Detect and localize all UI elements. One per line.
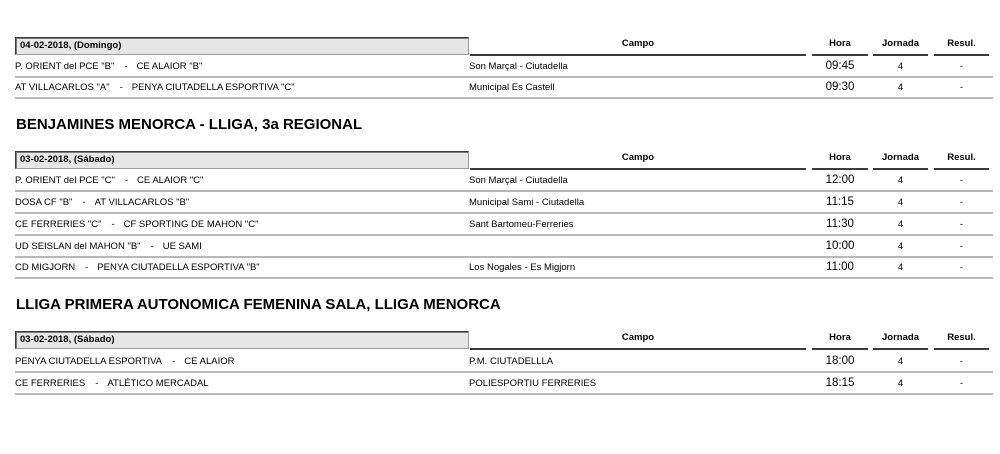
home-team: CE FERRERIES — [15, 378, 86, 389]
team-separator: - — [150, 241, 154, 252]
match-teams — [15, 57, 202, 76]
match-row — [15, 215, 993, 236]
date-label: 03-02-2018, (Sábado) — [15, 331, 469, 349]
match-time: 11:30 — [826, 218, 854, 230]
away-team: AT VILLACARLOS "B" — [94, 197, 190, 208]
match-teams — [15, 215, 258, 234]
match-venue: Municipal Es Castell — [469, 82, 555, 93]
match-result: - — [959, 82, 964, 93]
match-venue: P.M. CIUTADELLLA — [469, 356, 554, 367]
away-team: PENYA CIUTADELLA ESPORTIVA "C" — [131, 82, 295, 93]
away-team: CE ALAIOR "C" — [137, 175, 204, 186]
away-team: ATLÉTICO MERCADAL — [107, 378, 209, 389]
match-venue: Los Nogales - Es Migjorn — [469, 262, 576, 273]
match-row — [15, 237, 993, 258]
home-team: DOSA CF "B" — [15, 197, 73, 208]
date-header-row — [0, 331, 1000, 349]
match-teams — [15, 237, 202, 256]
match-result: - — [959, 356, 964, 367]
match-teams — [15, 258, 260, 277]
date-header-row — [0, 151, 1000, 169]
match-teams — [15, 352, 234, 371]
home-team: CD MIGJORN — [15, 262, 76, 273]
match-venue: Sant Bartomeu-Ferreries — [469, 219, 574, 230]
match-time: 10:00 — [825, 240, 855, 252]
team-separator: - — [172, 356, 176, 367]
column-header-jornada: Jornada — [873, 37, 928, 56]
match-teams — [15, 78, 295, 97]
match-time: 09:30 — [825, 81, 855, 93]
home-team: AT VILLACARLOS "A" — [15, 82, 110, 93]
match-row — [15, 193, 993, 214]
match-result: - — [959, 378, 964, 389]
away-team: CE ALAIOR — [184, 356, 235, 367]
match-teams — [15, 171, 203, 190]
home-team: P. ORIENT del PCE "B" — [15, 61, 115, 72]
team-separator: - — [119, 82, 123, 93]
match-row — [15, 78, 993, 99]
column-header-hora: Hora — [812, 331, 868, 350]
match-teams — [15, 374, 209, 393]
match-time: 11:00 — [826, 261, 854, 273]
match-round: 4 — [897, 378, 904, 389]
team-separator: - — [82, 197, 86, 208]
away-team: CF SPORTING DE MAHON "C" — [123, 219, 259, 230]
column-header-campo: Campo — [470, 151, 806, 170]
match-round: 4 — [897, 82, 904, 93]
team-separator: - — [95, 378, 99, 389]
date-label: 03-02-2018, (Sábado) — [15, 151, 469, 169]
column-header-campo: Campo — [470, 331, 806, 350]
column-header-jornada: Jornada — [873, 151, 928, 170]
match-round: 4 — [897, 61, 904, 72]
home-team: UD SEISLAN del MAHON "B" — [15, 241, 141, 252]
team-separator: - — [111, 219, 115, 230]
match-venue: POLIESPORTIU FERRERIES — [469, 378, 597, 389]
team-separator: - — [124, 175, 129, 186]
column-header-jornada: Jornada — [873, 331, 928, 350]
match-row — [15, 258, 993, 279]
column-header-campo: Campo — [470, 37, 806, 56]
match-result: - — [959, 219, 964, 230]
home-team: PENYA CIUTADELLA ESPORTIVA — [15, 356, 163, 367]
match-round: 4 — [897, 197, 904, 208]
match-teams — [15, 193, 189, 212]
match-venue: Municipal Sami - Ciutadella — [469, 197, 585, 208]
column-header-resul: Resul. — [934, 37, 989, 56]
match-result: - — [959, 197, 964, 208]
match-time: 11:15 — [826, 196, 854, 208]
column-header-resul: Resul. — [934, 151, 989, 170]
match-round: 4 — [897, 175, 904, 186]
away-team: UE SAMI — [162, 241, 202, 252]
away-team: CE ALAIOR "B" — [136, 61, 203, 72]
match-time: 12:00 — [825, 174, 855, 186]
match-result: - — [959, 262, 964, 273]
match-round: 4 — [897, 241, 904, 252]
match-time: 09:45 — [825, 60, 855, 72]
date-label: 04-02-2018, (Domingo) — [15, 37, 469, 55]
section-title: LLIGA PRIMERA AUTONOMICA FEMENINA SALA, LLIGA MENORCA — [16, 296, 501, 313]
match-row — [15, 57, 993, 78]
match-row — [15, 374, 993, 395]
match-venue: Son Marçal - Ciutadella — [469, 61, 568, 72]
away-team: PENYA CIUTADELLA ESPORTIVA "B" — [97, 262, 260, 273]
team-separator: - — [85, 262, 89, 273]
match-result: - — [959, 175, 964, 186]
date-header-row — [0, 37, 1000, 55]
team-separator: - — [124, 61, 128, 72]
match-result: - — [959, 241, 964, 252]
column-header-hora: Hora — [812, 151, 868, 170]
match-venue: Son Marçal - Ciutadella — [469, 175, 568, 186]
match-time: 18:15 — [825, 377, 855, 389]
match-row — [15, 171, 993, 192]
column-header-hora: Hora — [812, 37, 868, 56]
home-team: CE FERRERIES "C" — [15, 219, 102, 230]
match-time: 18:00 — [825, 355, 855, 367]
column-header-resul: Resul. — [934, 331, 989, 350]
match-row — [15, 352, 993, 373]
section-title: BENJAMINES MENORCA - LLIGA, 3a REGIONAL — [16, 116, 363, 133]
match-result: - — [959, 61, 964, 72]
match-round: 4 — [897, 356, 904, 367]
home-team: P. ORIENT del PCE "C" — [15, 175, 115, 186]
match-round: 4 — [897, 262, 904, 273]
match-round: 4 — [897, 219, 904, 230]
